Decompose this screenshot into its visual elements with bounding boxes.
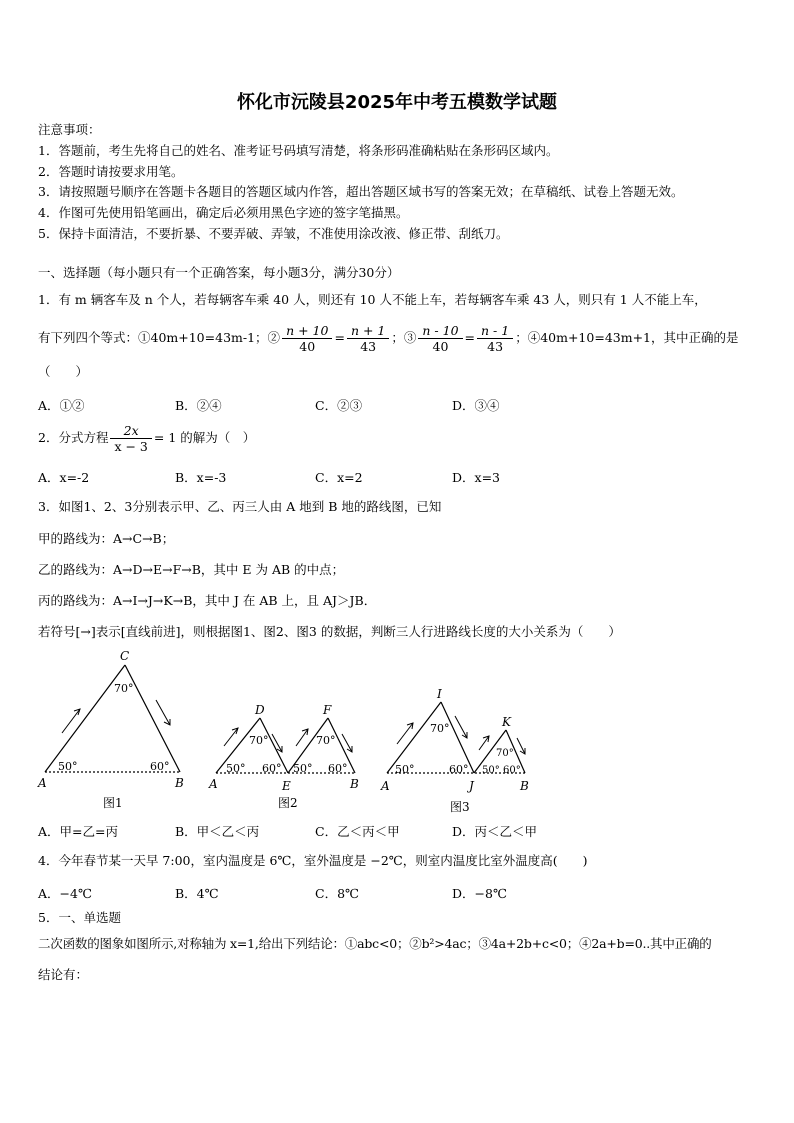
q4-option-d[interactable]: D．−8℃ bbox=[452, 886, 507, 901]
notice-item: 2．答题时请按要求用笔。 bbox=[38, 164, 184, 179]
q2-option-b[interactable]: B．x=-3 bbox=[175, 470, 227, 485]
svg-text:50°: 50° bbox=[226, 762, 246, 775]
notice-item: 1．答题前，考生先将自己的姓名、准考证号码填写清楚，将条形码准确粘贴在条形码区域内。 bbox=[38, 143, 559, 158]
q3-stem-line1: 3．如图1、2、3分别表示甲、乙、丙三人由 A 地到 B 地的路线图，已知 bbox=[38, 499, 442, 514]
q1-option-c[interactable]: C．②③ bbox=[315, 398, 363, 413]
q1-paren: （ ） bbox=[38, 364, 89, 379]
figure-3-caption: 图3 bbox=[450, 800, 470, 814]
q1-stem-line2: 有下列四个等式：①40m+10=43m-1；② $\frac{n + 10}{40}$ = $\frac{n + 1}{43}$ ；③ $\frac{n - 10}{40}$ = $\frac{n - 1}{43}$ ；④40m+10=43m+1，其中正确的是 bbox=[38, 323, 739, 354]
q3-option-d[interactable]: D．丙＜乙＜甲 bbox=[452, 824, 538, 839]
q3-stem-line4: 丙的路线为：A→I→J→K→B，其中 J 在 AB 上，且 AJ＞JB． bbox=[38, 593, 377, 608]
q3-option-a[interactable]: A．甲=乙=丙 bbox=[38, 824, 118, 839]
svg-text:60°: 60° bbox=[503, 765, 521, 776]
q1-stem-line1: 1．有 m 辆客车及 n 个人，若每辆客车乘 40 人，则还有 10 人不能上车，若每辆客车乘 43 人，则只有 1 人不能上车， bbox=[38, 292, 707, 307]
q5-stem-line2: 二次函数的图象如图所示,对称轴为 x=1,给出下列结论：①abc<0；②b²>4ac；③4a+2b+c<0；④2a+b=0..其中正确的 bbox=[38, 936, 712, 951]
q4-stem: 4．今年春节某一天早 7:00，室内温度是 6℃，室外温度是 −2℃，则室内温度比室外温度高( ) bbox=[38, 853, 588, 868]
notice-heading: 注意事项： bbox=[38, 122, 101, 137]
svg-text:B: B bbox=[350, 777, 359, 791]
arrow-down bbox=[156, 700, 170, 725]
fraction: $\frac{n + 1}{43}$ bbox=[347, 323, 389, 354]
angle-c: 70° bbox=[114, 682, 134, 695]
q5-stem-line1: 5．一、单选题 bbox=[38, 910, 121, 925]
svg-text:50°: 50° bbox=[293, 762, 313, 775]
svg-text:50°: 50° bbox=[482, 765, 500, 776]
q3-stem-line3: 乙的路线为：A→D→E→F→B，其中 E 为 AB 的中点； bbox=[38, 562, 345, 577]
fraction: $\frac{n - 10}{40}$ bbox=[418, 323, 462, 354]
notice-item: 4．作图可先使用铅笔画出，确定后必须用黑色字迹的签字笔描黑。 bbox=[38, 205, 409, 220]
label-c: C bbox=[120, 649, 130, 663]
fraction: $\frac{2x}{x - 3}$ bbox=[110, 423, 151, 454]
svg-text:70°: 70° bbox=[249, 734, 269, 747]
svg-text:60°: 60° bbox=[328, 762, 348, 775]
svg-text:J: J bbox=[469, 779, 474, 793]
q2-option-d[interactable]: D．x=3 bbox=[452, 470, 500, 485]
q3-option-b[interactable]: B．甲＜乙＜丙 bbox=[175, 824, 260, 839]
svg-text:B: B bbox=[520, 779, 529, 793]
segment-ac bbox=[45, 665, 125, 772]
label-a: A bbox=[38, 776, 47, 790]
svg-text:60°: 60° bbox=[262, 762, 282, 775]
notice-item: 3．请按照题号顺序在答题卡各题目的答题区域内作答，超出答题区域书写的答案无效；在草稿纸、试卷上答题无效。 bbox=[38, 184, 684, 199]
section-heading: 一、选择题（每小题只有一个正确答案，每小题3分，满分30分） bbox=[38, 265, 400, 280]
svg-text:50°: 50° bbox=[395, 763, 415, 776]
q4-option-b[interactable]: B．4℃ bbox=[175, 886, 219, 901]
svg-text:I: I bbox=[437, 687, 442, 701]
fraction: $\frac{n - 1}{43}$ bbox=[477, 323, 513, 354]
q5-stem-line3: 结论有： bbox=[38, 967, 89, 982]
q3-stem-line2: 甲的路线为：A→C→B； bbox=[38, 531, 175, 546]
svg-text:E: E bbox=[282, 779, 291, 793]
figure-2 bbox=[200, 700, 370, 800]
q3-stem-line5: 若符号[→]表示[直线前进]，则根据图1、图2、图3 的数据，判断三人行进路线长度的大小关系为（ ） bbox=[38, 624, 621, 639]
svg-text:D: D bbox=[255, 703, 265, 717]
svg-text:F: F bbox=[323, 703, 332, 717]
q3-option-c[interactable]: C．乙＜丙＜甲 bbox=[315, 824, 400, 839]
figure-3 bbox=[375, 680, 545, 800]
svg-text:70°: 70° bbox=[316, 734, 336, 747]
q1-option-b[interactable]: B．②④ bbox=[175, 398, 222, 413]
angle-a: 50° bbox=[58, 760, 78, 773]
notice-item: 5．保持卡面清洁，不要折暴、不要弄破、弄皱，不准使用涂改液、修正带、刮纸刀。 bbox=[38, 226, 509, 241]
svg-text:70°: 70° bbox=[430, 722, 450, 735]
q2-option-c[interactable]: C．x=2 bbox=[315, 470, 363, 485]
figure-1-caption: 图1 bbox=[103, 796, 123, 810]
q1-option-d[interactable]: D．③④ bbox=[452, 398, 500, 413]
q4-option-c[interactable]: C．8℃ bbox=[315, 886, 360, 901]
q2-option-a[interactable]: A．x=-2 bbox=[38, 470, 90, 485]
fraction: $\frac{n + 10}{40}$ bbox=[282, 323, 332, 354]
figure-2-caption: 图2 bbox=[278, 796, 298, 810]
label-b: B bbox=[175, 776, 184, 790]
figure-1 bbox=[30, 645, 190, 815]
svg-text:70°: 70° bbox=[496, 748, 514, 759]
svg-text:A: A bbox=[209, 777, 218, 791]
angle-b: 60° bbox=[150, 760, 170, 773]
svg-text:A: A bbox=[381, 779, 390, 793]
q2-stem: 2．分式方程 $\frac{2x}{x - 3}$ = 1 的解为（ ） bbox=[38, 423, 256, 454]
q1-option-a[interactable]: A．①② bbox=[38, 398, 85, 413]
page-title: 怀化市沅陵县2025年中考五模数学试题 bbox=[236, 92, 558, 113]
svg-text:60°: 60° bbox=[449, 763, 469, 776]
q4-option-a[interactable]: A．−4℃ bbox=[38, 886, 92, 901]
svg-text:K: K bbox=[502, 715, 511, 729]
